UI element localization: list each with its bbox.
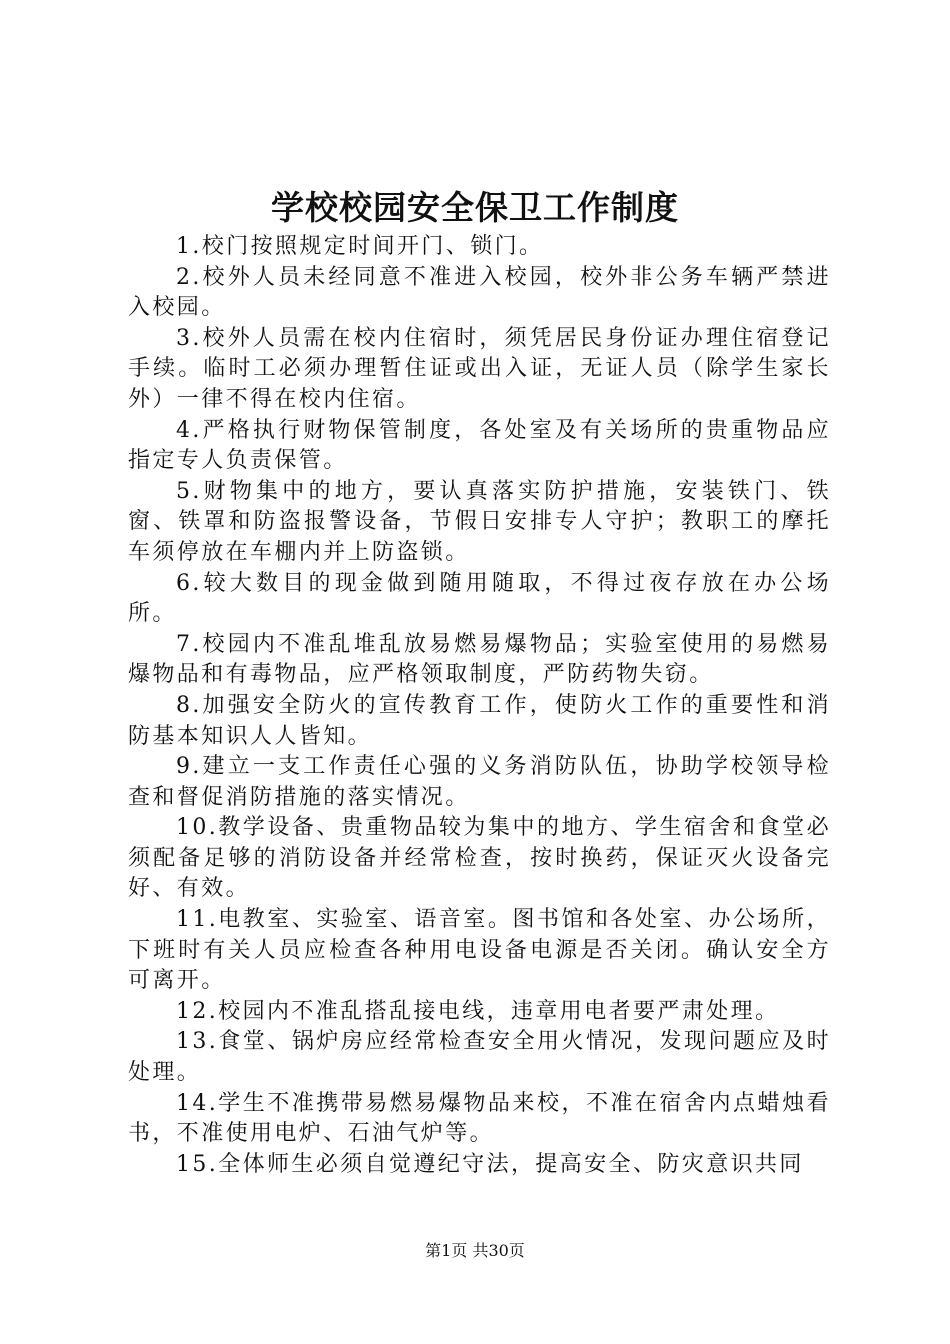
paragraph-7: 7.校园内不准乱堆乱放易燃易爆物品；实验室使用的易燃易爆物品和有毒物品，应严格领取制度，严防药物失窃。: [128, 631, 831, 688]
document-body: [128, 232, 831, 1180]
document-title: 学校校园安全保卫工作制度: [271, 188, 679, 227]
paragraph-8: 8.加强安全防火的宣传教育工作，使防火工作的重要性和消防基本知识人人皆知。: [128, 692, 831, 749]
paragraph-10: 10.教学设备、贵重物品较为集中的地方、学生宿舍和食堂必须配备足够的消防设备并经常检查，按时换药，保证灭火设备完好、有效。: [128, 815, 831, 902]
paragraph-3: 3.校外人员需在校内住宿时，须凭居民身份证办理住宿登记手续。临时工必须办理暂住证或出入证，无证人员（除学生家长外）一律不得在校内住宿。: [128, 325, 831, 412]
paragraph-14: 14.学生不准携带易燃易爆物品来校，不准在宿舍内点蜡烛看书，不准使用电炉、石油气炉等。: [128, 1090, 831, 1147]
page-footer: 第1页 共30页: [425, 1241, 525, 1260]
paragraph-2: 2.校外人员未经同意不准进入校园，校外非公务车辆严禁进入校园。: [128, 264, 831, 321]
paragraph-15: 15.全体师生必须自觉遵纪守法，提高安全、防灾意识共同: [176, 1151, 804, 1177]
paragraph-11: 11.电教室、实验室、语音室。图书馆和各处室、办公场所，下班时有关人员应检查各种用电设备电源是否关闭。确认安全方可离开。: [128, 907, 831, 994]
paragraph-13: 13.食堂、锅炉房应经常检查安全用火情况，发现问题应及时处理。: [128, 1029, 831, 1086]
paragraph-4: 4.严格执行财物保管制度，各处室及有关场所的贵重物品应指定专人负责保管。: [128, 417, 831, 474]
paragraph-1: 1.校门按照规定时间开门、锁门。: [176, 234, 544, 259]
paragraph-12: 12.校园内不准乱搭乱接电线，违章用电者要严肃处理。: [176, 998, 780, 1024]
paragraph-9: 9.建立一支工作责任心强的义务消防队伍，协助学校领导检查和督促消防措施的落实情况。: [128, 754, 831, 810]
paragraph-6: 6.较大数目的现金做到随用随取，不得过夜存放在办公场所。: [128, 570, 831, 627]
paragraph-5: 5.财物集中的地方，要认真落实防护措施，安装铁门、铁窗、铁罩和防盗报警设备，节假日安排专人守护；教职工的摩托车须停放在车棚内并上防盗锁。: [128, 478, 831, 565]
